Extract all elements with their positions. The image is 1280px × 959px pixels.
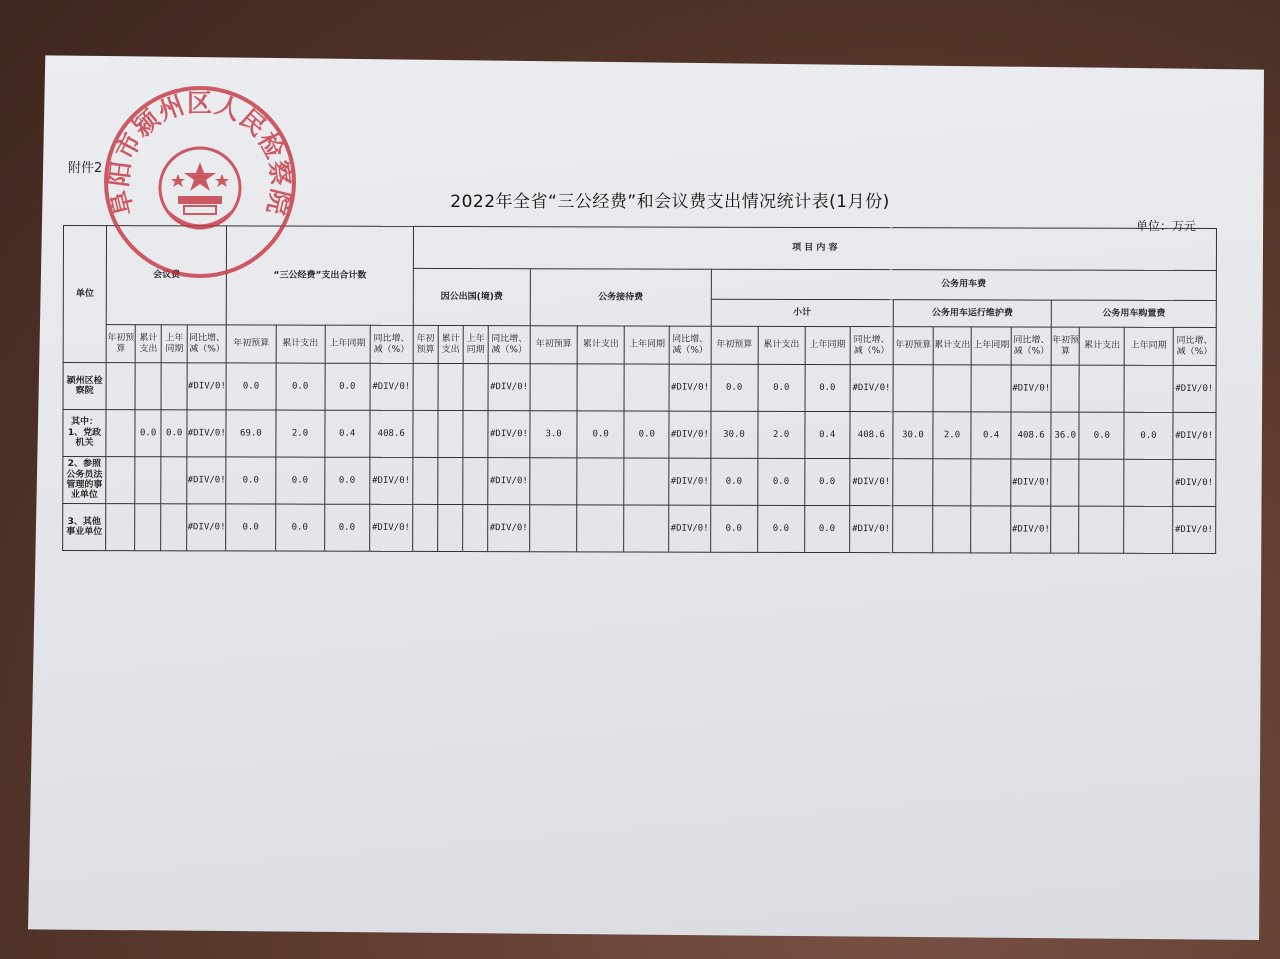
annex-label: 附件2 (68, 161, 103, 176)
header-three-public-total: “三公经费”支出合计数 (227, 226, 414, 325)
table-cell: #DIV/0! (669, 458, 710, 505)
table-cell (161, 363, 187, 410)
table-cell (135, 363, 161, 410)
table-cell: #DIV/0! (850, 459, 893, 506)
table-cell (933, 365, 971, 412)
table-cell: 0.4 (971, 412, 1011, 459)
table-cell: #DIV/0! (488, 364, 530, 411)
subheader-last_year: 上年同期 (161, 325, 187, 363)
table-cell: 2.0 (758, 411, 805, 458)
table-cell (933, 506, 971, 553)
subheader-budget: 年初预算 (106, 325, 135, 363)
table-cell (106, 410, 135, 457)
subheader-budget: 年初预算 (530, 326, 577, 364)
row-label: 2、参照公务员法管理的事业单位 (63, 457, 106, 504)
table-cell (530, 364, 577, 411)
table-cell (106, 504, 135, 551)
subheader-cumulative: 累计支出 (438, 325, 463, 363)
statistics-table (62, 225, 1217, 554)
table-cell (893, 506, 933, 553)
subheader-cumulative: 累计支出 (758, 326, 805, 364)
table-cell: 0.0 (757, 458, 804, 505)
table-cell: 0.0 (577, 411, 624, 458)
table-cell (971, 459, 1011, 506)
subheader-cumulative: 累计支出 (577, 326, 624, 364)
table-cell: 3.0 (530, 411, 577, 458)
table-cell (893, 365, 933, 412)
header-item-content: 项 目 内 容 (413, 226, 1216, 270)
table-cell (577, 364, 624, 411)
table-cell (1051, 459, 1079, 506)
table-cell: 408.6 (850, 412, 893, 459)
subheader-budget: 年初预算 (711, 326, 758, 364)
svg-text:阜阳市颍州区人民检察院 (104, 88, 296, 218)
table-cell: 0.4 (325, 410, 370, 457)
table-cell: 0.0 (325, 363, 370, 410)
row-label: 3、其他事业单位 (63, 504, 106, 551)
table-cell: 0.0 (710, 505, 757, 552)
table-cell (1079, 506, 1124, 553)
table-cell: #DIV/0! (669, 364, 710, 411)
subheader-last_year: 上年同期 (1125, 327, 1173, 365)
table-cell (135, 457, 161, 504)
table-cell (413, 410, 438, 457)
table-cell: #DIV/0! (669, 411, 710, 458)
table-cell: 0.0 (324, 457, 369, 504)
subheader-last_year: 上年同期 (971, 327, 1011, 365)
header-vehicle-purchase: 公务用车购置费 (1052, 300, 1217, 327)
emblem-icon (160, 148, 240, 228)
table-cell (438, 363, 463, 410)
table-cell (463, 411, 488, 458)
table-cell (412, 504, 437, 551)
subheader-last_year: 上年同期 (624, 326, 669, 364)
header-reception-fee: 公务接待费 (530, 269, 711, 326)
table-cell (933, 459, 971, 506)
table-cell (161, 457, 187, 504)
table-cell (135, 504, 161, 551)
table-cell: #DIV/0! (488, 411, 530, 458)
table-cell: #DIV/0! (1011, 459, 1051, 506)
table-cell: 0.0 (275, 457, 324, 504)
table-cell (530, 458, 577, 505)
table-cell: #DIV/0! (1172, 459, 1216, 506)
table-cell: #DIV/0! (849, 506, 892, 553)
table-cell: 0.0 (757, 505, 804, 552)
subheader-row (63, 325, 1216, 366)
table-cell (413, 363, 438, 410)
table-cell: #DIV/0! (187, 457, 226, 504)
table-cell: #DIV/0! (488, 458, 530, 505)
table-row (63, 363, 1216, 413)
table-cell: 0.0 (226, 504, 275, 551)
table-cell: 30.0 (710, 411, 757, 458)
table-cell: 0.0 (710, 458, 757, 505)
row-label: 其中：1、党政机关 (63, 410, 106, 457)
table-cell (438, 410, 463, 457)
table-cell: 0.0 (276, 363, 325, 410)
header-vehicle-fee: 公务用车费 (711, 269, 1217, 300)
subheader-budget: 年初预算 (1051, 327, 1079, 365)
table-cell (577, 505, 624, 552)
table-row (63, 504, 1216, 554)
table-cell (106, 363, 135, 410)
table-cell (1051, 506, 1079, 553)
table-cell: #DIV/0! (1172, 506, 1216, 553)
subheader-yoy: 同比增、减（%） (1173, 327, 1217, 365)
table-cell: #DIV/0! (1173, 365, 1217, 412)
table-cell (971, 365, 1011, 412)
table-cell (1079, 365, 1124, 412)
table-cell: #DIV/0! (1011, 506, 1051, 553)
table-cell (577, 458, 624, 505)
table-cell: 0.0 (226, 457, 275, 504)
table-cell: 0.0 (1079, 412, 1124, 459)
table-cell (1124, 506, 1172, 553)
subheader-yoy: 同比增、减（%） (370, 325, 413, 363)
subheader-last_year: 上年同期 (325, 325, 370, 363)
table-cell: 0.0 (1124, 412, 1172, 459)
table-cell: #DIV/0! (488, 505, 530, 552)
table-cell: #DIV/0! (1172, 412, 1216, 459)
subheader-cumulative: 累计支出 (135, 325, 161, 363)
table-cell: 0.0 (758, 364, 805, 411)
table-cell: #DIV/0! (187, 504, 226, 551)
table-row (63, 457, 1216, 507)
table-cell: 0.0 (805, 364, 850, 411)
subheader-last_year: 上年同期 (463, 326, 488, 364)
table-cell: #DIV/0! (187, 410, 226, 457)
table-cell (624, 458, 669, 505)
table-cell: 0.0 (275, 504, 324, 551)
table-cell: #DIV/0! (187, 363, 226, 410)
subheader-budget: 年初预算 (227, 325, 276, 363)
subheader-cumulative: 累计支出 (276, 325, 325, 363)
table-cell: 0.0 (135, 410, 161, 457)
table-cell: 2.0 (275, 410, 324, 457)
table-cell: #DIV/0! (669, 505, 710, 552)
subheader-last_year: 上年同期 (805, 326, 850, 364)
table-cell: 69.0 (226, 410, 275, 457)
table-cell (438, 457, 463, 504)
subheader-cumulative: 累计支出 (933, 327, 971, 365)
table-cell: 2.0 (933, 412, 971, 459)
row-label: 颍州区检察院 (63, 363, 106, 410)
table-cell: 0.0 (711, 364, 758, 411)
header-unit: 单位 (63, 226, 106, 363)
subheader-yoy: 同比增、减（%） (850, 327, 893, 365)
header-abroad-fee: 因公出国(境)费 (413, 268, 530, 325)
table-cell: #DIV/0! (1011, 365, 1051, 412)
unit-label: 单位：万元 (1136, 219, 1197, 233)
table-cell (1079, 459, 1124, 506)
table-cell: 30.0 (893, 412, 933, 459)
header-meeting-fee: 会议费 (106, 226, 227, 325)
table-cell: 0.4 (805, 411, 850, 458)
subheader-yoy: 同比增、减（%） (1011, 327, 1051, 365)
table-cell: 0.0 (324, 504, 369, 551)
table-row (63, 410, 1216, 460)
table-cell: 0.0 (804, 458, 849, 505)
subheader-yoy: 同比增、减（%） (488, 326, 530, 364)
table-cell: 408.6 (1011, 412, 1051, 459)
table-cell: #DIV/0! (369, 504, 412, 551)
subheader-budget: 年初预算 (893, 327, 933, 365)
table-cell (893, 459, 933, 506)
table-cell (463, 458, 488, 505)
subheader-budget: 年初预算 (413, 325, 438, 363)
table-cell (161, 504, 187, 551)
table-cell (624, 364, 669, 411)
table-cell: 0.0 (624, 411, 669, 458)
table-cell: #DIV/0! (369, 457, 412, 504)
table-cell: 0.0 (226, 363, 275, 410)
table-cell (413, 457, 438, 504)
table-cell: 408.6 (370, 410, 413, 457)
table-cell: 0.0 (161, 410, 187, 457)
table-cell (1051, 365, 1079, 412)
document-title: 2022年全省“三公经费”和会议费支出情况统计表(1月份) (450, 192, 890, 212)
table-cell (530, 505, 577, 552)
table-cell: 36.0 (1051, 412, 1079, 459)
table-cell (438, 504, 463, 551)
table-cell (463, 364, 488, 411)
table-cell (106, 457, 135, 504)
table-body (63, 363, 1216, 554)
table-cell (971, 506, 1011, 553)
table-cell: 0.0 (804, 505, 849, 552)
table-cell (463, 505, 488, 552)
header-vehicle-maintenance: 公务用车运行维护费 (893, 300, 1051, 327)
subheader-yoy: 同比增、减（%） (187, 325, 226, 363)
seal-text: 阜阳市颍州区人民检察院 (104, 88, 296, 219)
table-cell: #DIV/0! (850, 365, 893, 412)
table-cell (1124, 365, 1172, 412)
subheader-cumulative: 累计支出 (1079, 327, 1124, 365)
subheader-yoy: 同比增、减（%） (670, 326, 711, 364)
table-cell (624, 505, 669, 552)
table-cell: #DIV/0! (370, 363, 413, 410)
table-cell (1124, 459, 1172, 506)
header-subtotal: 小计 (711, 299, 893, 326)
